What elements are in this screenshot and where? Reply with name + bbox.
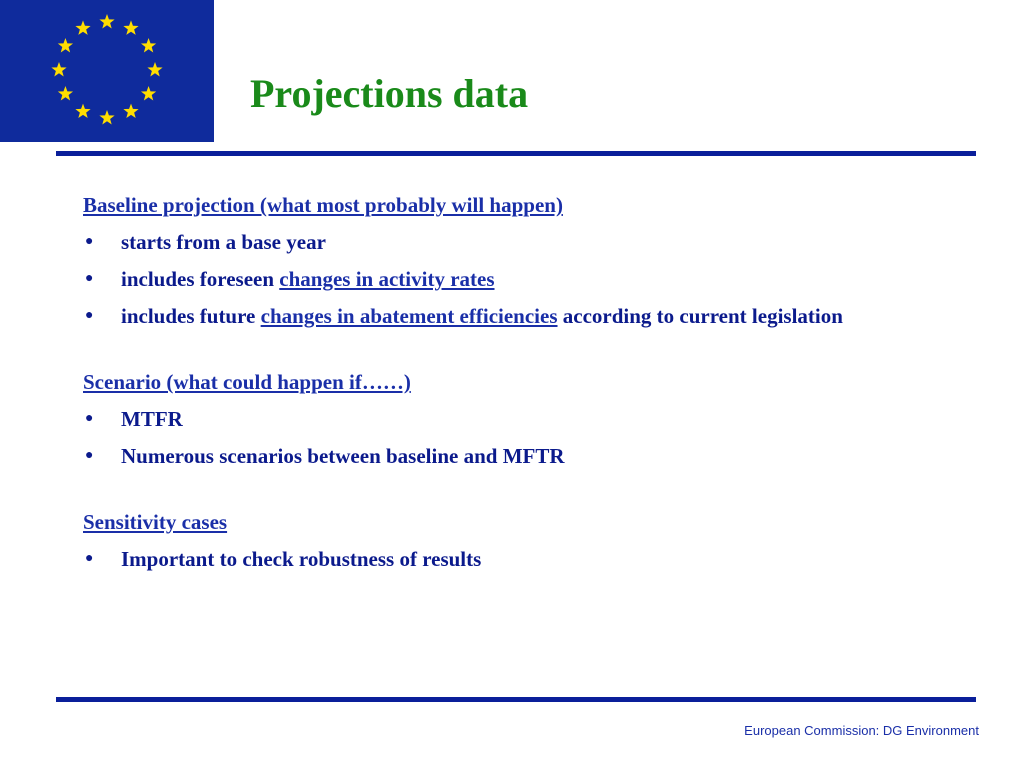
eu-flag-logo — [0, 0, 214, 142]
list-item — [83, 441, 963, 471]
list-item-text: Numerous scenarios between baseline and MFTR — [121, 444, 565, 468]
star-icon — [75, 20, 90, 34]
bullet-icon: ● — [85, 271, 94, 286]
list-item — [83, 264, 963, 294]
list-item — [83, 544, 963, 574]
list-item-text: includes foreseen — [121, 267, 280, 291]
bullet-icon: ● — [85, 234, 94, 249]
slide-content — [83, 190, 963, 610]
bullet-icon: ● — [85, 448, 94, 463]
footer-text: European Commission: DG Environment — [744, 723, 979, 738]
star-icon — [99, 110, 114, 124]
star-icon — [123, 104, 138, 118]
list-item-text: according to current legislation — [557, 304, 843, 328]
inline-link[interactable]: changes in activity rates — [279, 267, 495, 291]
list-item — [83, 301, 963, 331]
star-icon — [58, 38, 73, 52]
section-baseline — [83, 190, 963, 331]
star-icon — [141, 38, 156, 52]
star-icon — [75, 104, 90, 118]
list-item-text: includes future — [121, 304, 261, 328]
section-heading[interactable]: Sensitivity cases — [83, 510, 228, 534]
bullet-icon: ● — [85, 411, 94, 426]
bullet-list — [83, 544, 963, 574]
inline-link[interactable]: changes in abatement efficiencies — [260, 304, 558, 328]
list-item-text: Important to check robustness of results — [121, 547, 482, 571]
section-sensitivity — [83, 507, 963, 574]
eu-stars-icon — [0, 0, 214, 142]
star-icon — [58, 86, 73, 100]
star-icon — [123, 20, 138, 34]
top-divider — [56, 151, 976, 156]
section-scenario — [83, 367, 963, 471]
star-icon — [147, 62, 162, 76]
star-icon — [99, 14, 114, 28]
list-item — [83, 404, 963, 434]
bullet-list — [83, 227, 963, 331]
star-icon — [51, 62, 66, 76]
star-icon — [141, 86, 156, 100]
section-heading[interactable]: Scenario (what could happen if……) — [83, 370, 411, 394]
bullet-list — [83, 404, 963, 471]
bullet-icon: ● — [85, 551, 94, 566]
bottom-divider — [56, 697, 976, 702]
page-title: Projections data — [250, 71, 529, 116]
list-item-text: starts from a base year — [121, 230, 326, 254]
list-item — [83, 227, 963, 257]
section-heading[interactable]: Baseline projection (what most probably will happen) — [83, 193, 563, 217]
bullet-icon: ● — [85, 308, 94, 323]
list-item-text: MTFR — [121, 407, 183, 431]
